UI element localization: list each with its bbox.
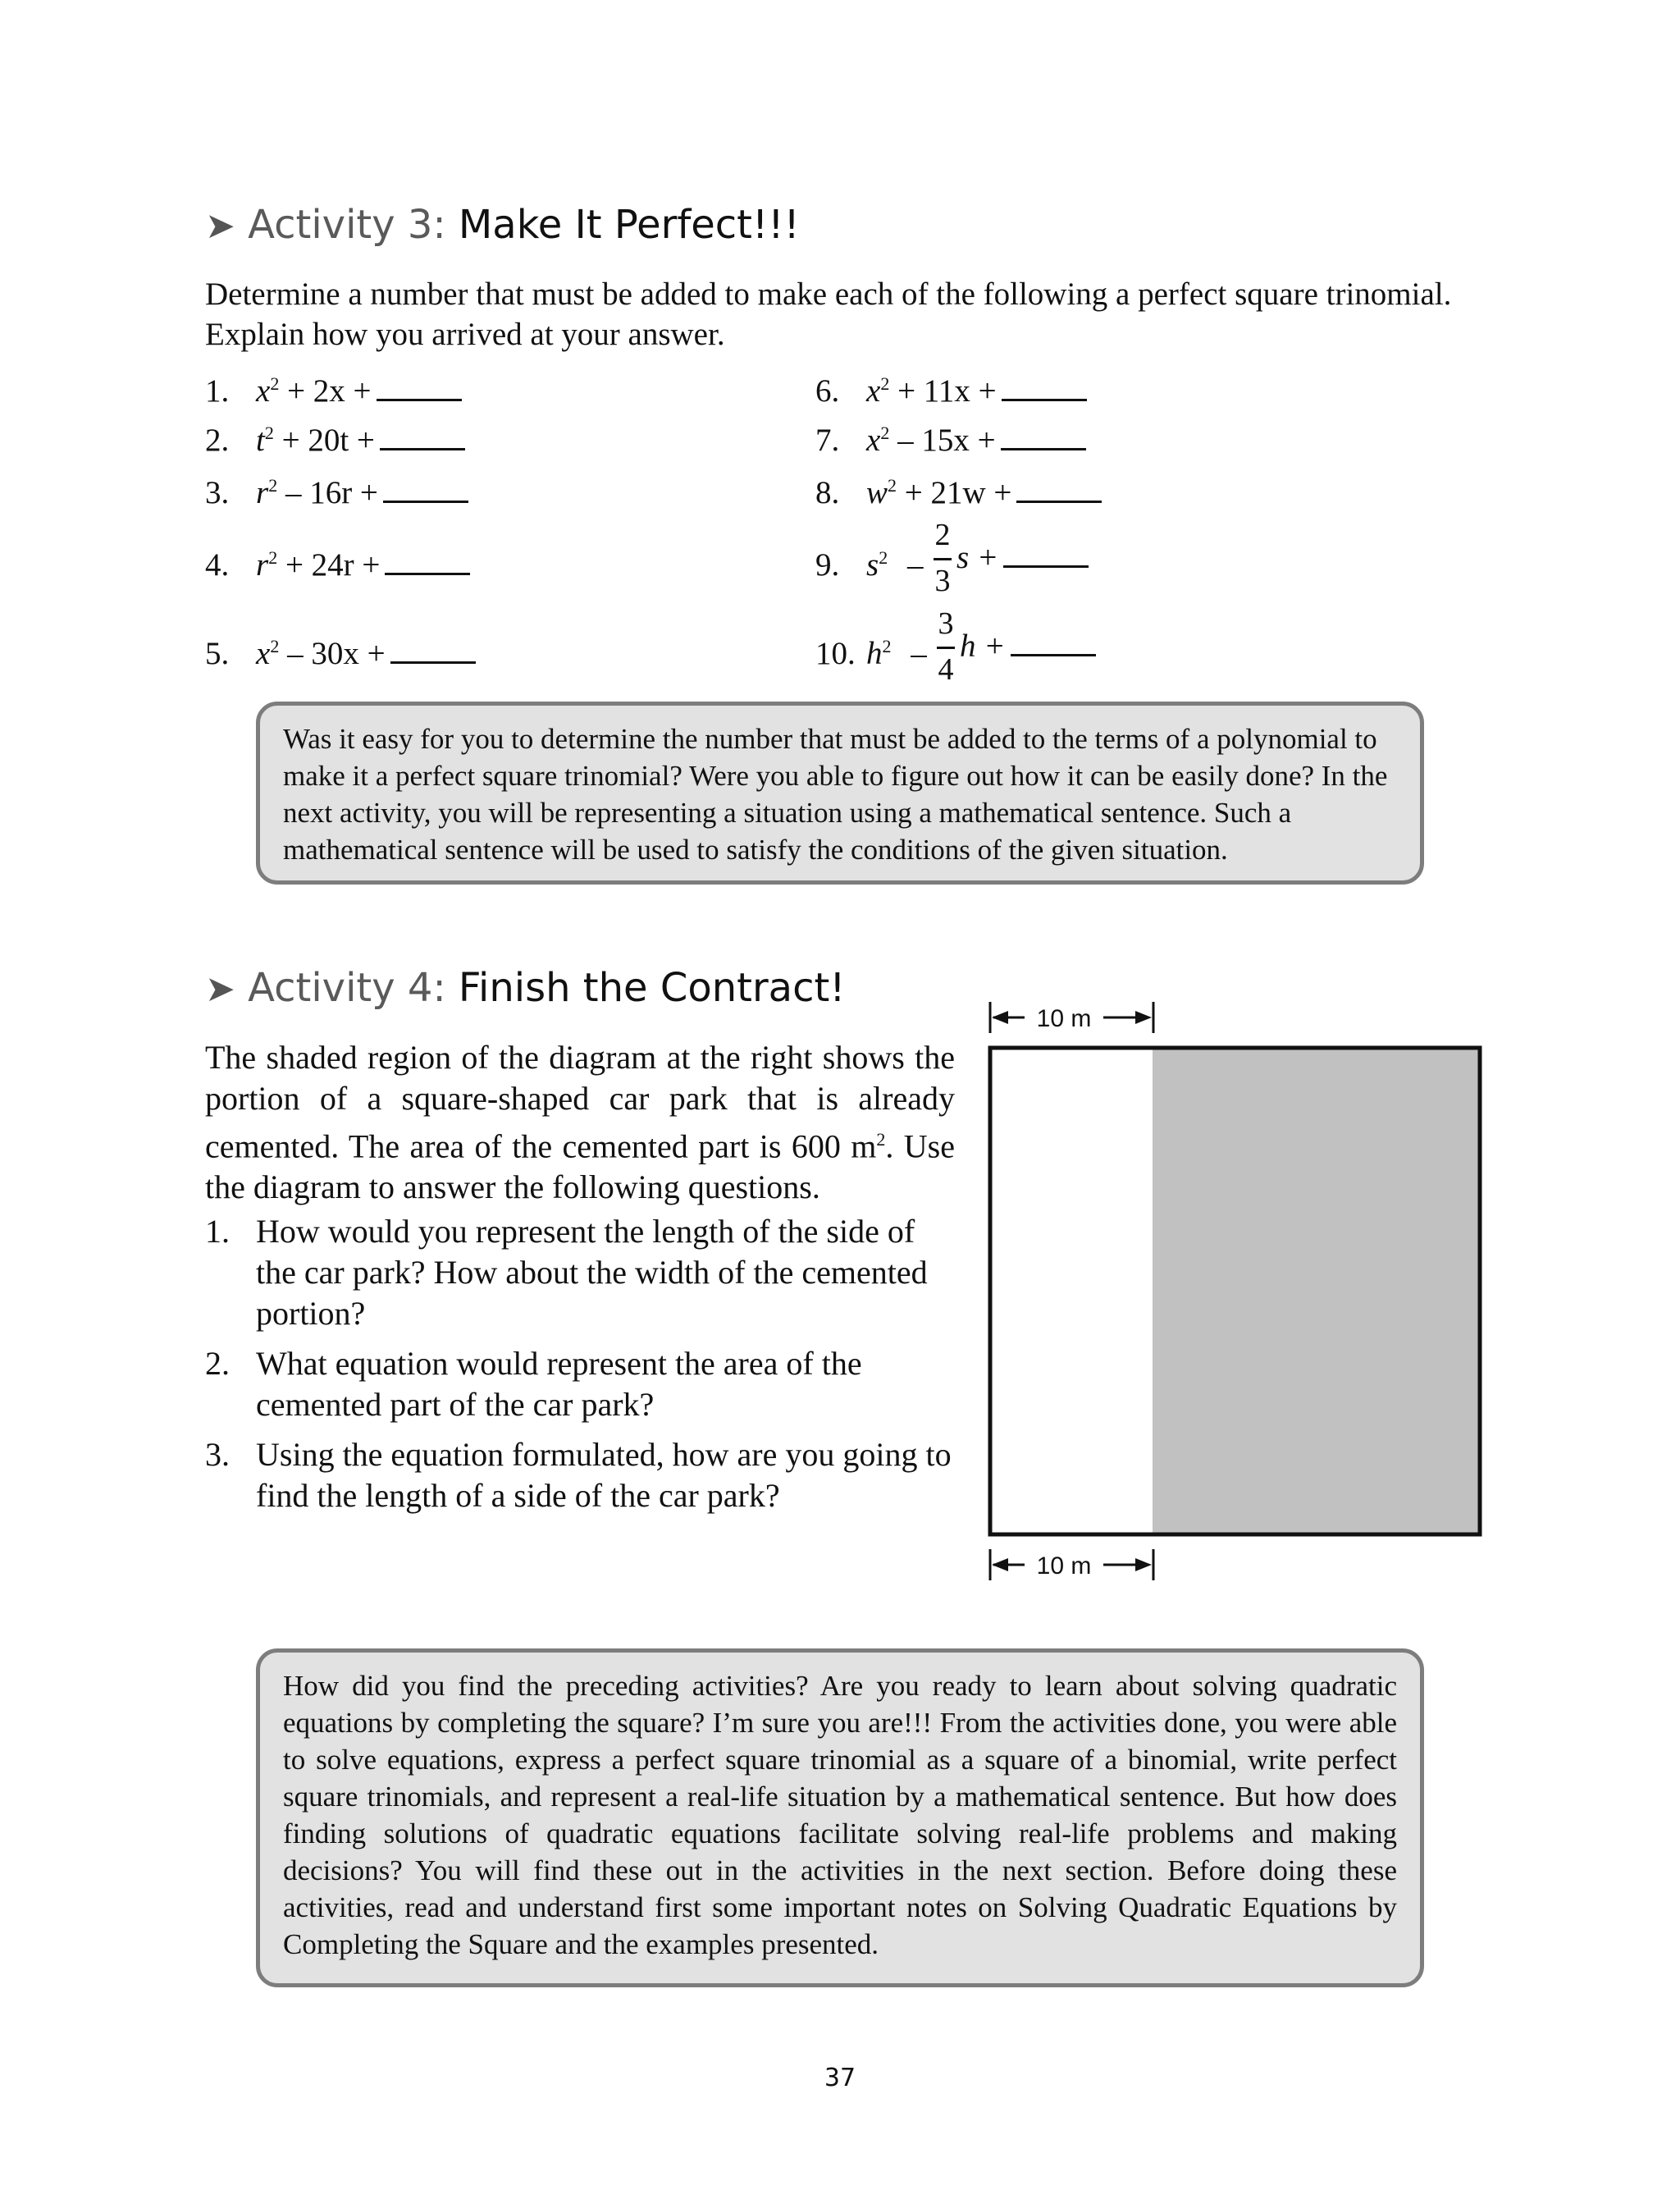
closing-text: How did you find the preceding activities? Are you ready to learn about solving quadratic equations by completing the square? I’m sure you are!!! From the activities done, you were able to solve equations, express a perfect square trinomial as a square of a binomial, write perfect square trinomials, and represent a real-life situation by a mathematical sentence. But how does finding solutions of quadratic equations facilitate solving real-life problems and making decisions? You will find these out in the activities in the next section. Before doing these activities, read and understand first some important notes on Solving Quadratic Equations by Completing the Square and the examples presented.	[283, 1670, 1397, 1960]
question-item: 1. How would you represent the length of the side of the car park? How about the width of the cemented portion?	[205, 1213, 928, 1332]
answer-blank	[1011, 629, 1096, 656]
activity4-prefix: Activity 4:	[248, 965, 446, 1011]
activity3-heading	[205, 200, 800, 251]
activity3-instructions: Determine a number that must be added to make each of the following a perfect square trinomial. Explain how you arrived at your answer.	[205, 277, 1452, 352]
dimension-arrow-right	[1135, 1558, 1152, 1571]
dimension-arrow-right	[1135, 1011, 1152, 1024]
activity3-prefix: Activity 3:	[248, 202, 446, 248]
exercise-item: 5. $x^2 - 30x$ +	[205, 626, 476, 674]
dimension-arrow-left	[992, 1011, 1008, 1024]
question-item: 2. What equation would represent the area of the cemented part of the car park?	[205, 1345, 862, 1423]
activity3-title: Make It Perfect!!!	[458, 202, 800, 248]
answer-blank	[390, 637, 476, 664]
answer-blank	[1003, 541, 1089, 568]
exercise-item-tail: s +	[956, 537, 1089, 578]
question-item: 3. Using the equation formulated, how are you going to find the length of a side of the car park?	[205, 1436, 952, 1514]
closing-box	[256, 1648, 1424, 1987]
car-park-diagram	[980, 997, 1489, 1596]
reflection-box	[256, 702, 1424, 885]
exercise-item: 7. $x^2 - 15x$ +	[815, 413, 1086, 461]
dimension-arrow-left	[992, 1558, 1008, 1571]
exercise-item: 8. $w^2 + 21w$ +	[815, 465, 1102, 514]
exercise-item: 4. $r^2 + 24r$ +	[205, 537, 470, 586]
bottom-dimension-label: 10 m	[1036, 1552, 1092, 1580]
answer-blank	[380, 423, 465, 450]
reflection-text: Was it easy for you to determine the number that must be added to the terms of a polynomial to make it a perfect square trinomial? Were you able to figure out how it can be easily done? In the next activity, you will be representing a situation using a mathematical sentence. Such a mathematical sentence will be used to satisfy the conditions of the given situation.	[283, 723, 1388, 866]
activity4-intro: The shaded region of the diagram at the right shows the portion of a square-shaped car park that is already cemented. The area of the cemented part is 600 $m^2$. Use the diagram to answer the following questions.	[205, 1039, 955, 1206]
exercise-item: 3. $r^2 - 16r$ +	[205, 465, 468, 514]
exercise-item-tail: h +	[960, 626, 1096, 667]
activity4-heading	[205, 963, 846, 1014]
fraction-numerator: 2	[934, 518, 951, 552]
exercise-item: 10. $h^2$ –	[815, 636, 927, 671]
fraction-denominator: 3	[934, 564, 951, 598]
cemented-region	[1153, 1048, 1480, 1534]
exercise-item: 6. $x^2 + 11x$ +	[815, 363, 1087, 412]
fraction-bar	[937, 647, 955, 649]
answer-blank	[1001, 423, 1086, 450]
fraction-bar	[934, 558, 952, 560]
exercise-item: 2. $t^2 + 20t$ +	[205, 413, 465, 461]
answer-blank	[1002, 374, 1087, 401]
exercise-item: 1. $x^2 + 2x$ +	[205, 363, 462, 412]
fraction-numerator: 3	[938, 606, 954, 641]
answer-blank	[377, 374, 462, 401]
fraction-denominator: 4	[938, 652, 954, 687]
arrow-icon: ➤	[205, 968, 235, 1010]
answer-blank	[383, 476, 468, 503]
exercise-item: 9. $s^2$ –	[815, 547, 924, 583]
activity4-title: Finish the Contract!	[458, 965, 846, 1011]
answer-blank	[385, 548, 470, 575]
top-dimension-label: 10 m	[1036, 1005, 1092, 1032]
arrow-icon: ➤	[205, 205, 235, 247]
page-number: 37	[824, 2064, 856, 2092]
answer-blank	[1016, 476, 1102, 503]
